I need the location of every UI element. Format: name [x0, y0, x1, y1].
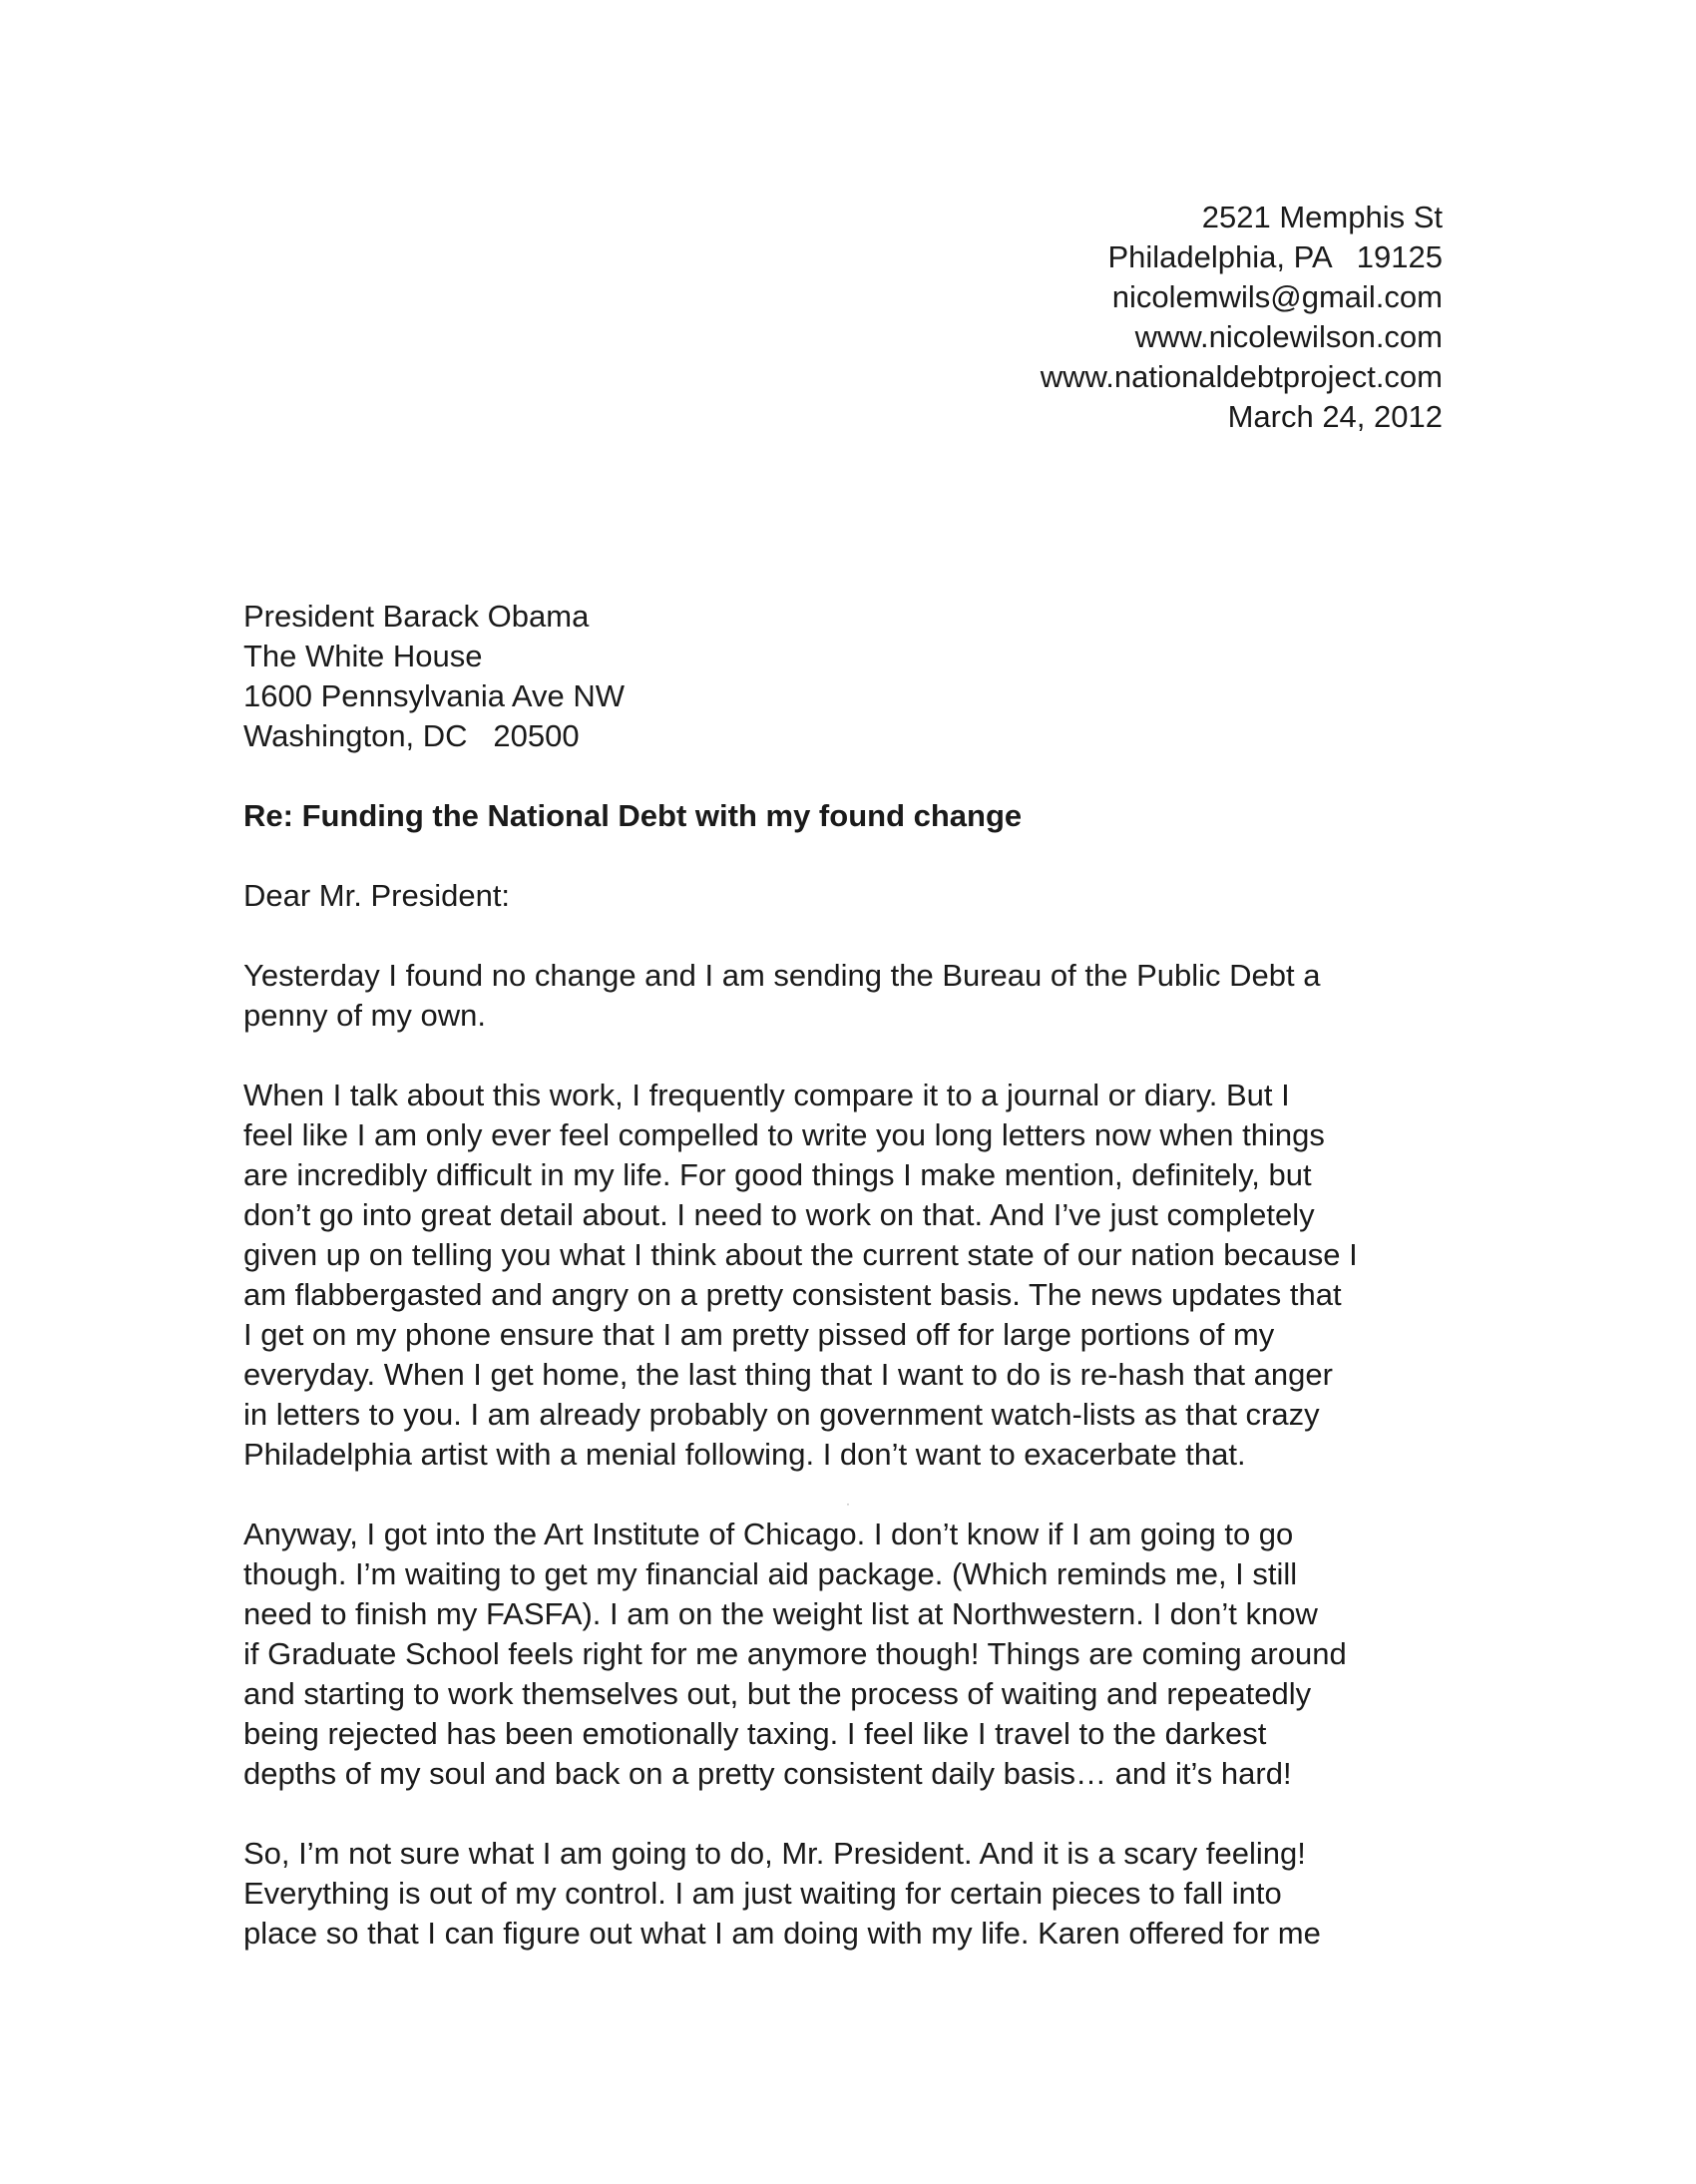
body-line: place so that I can figure out what I am doing with my life. Karen offered for me [243, 1916, 1321, 1951]
body-line: depths of my soul and back on a pretty consistent daily basis… and it’s hard! [243, 1756, 1292, 1791]
body-line: Philadelphia artist with a menial following. I don’t want to exacerbate that. [243, 1437, 1246, 1472]
letter-body [243, 956, 1461, 1993]
sender-street: 2521 Memphis St [1201, 200, 1443, 234]
paragraph-1 [243, 956, 1461, 1036]
body-line: everyday. When I get home, the last thing that I want to do is re-hash that anger [243, 1357, 1333, 1392]
sender-email: nicolemwils@gmail.com [1111, 279, 1443, 314]
body-line: in letters to you. I am already probably on government watch-lists as that crazy [243, 1397, 1320, 1432]
letter-date: March 24, 2012 [1227, 399, 1443, 434]
paragraph-4 [243, 1834, 1461, 1954]
sender-website-2: www.nationaldebtproject.com [1040, 359, 1443, 394]
body-line: are incredibly difficult in my life. For good things I make mention, definitely, but [243, 1157, 1312, 1192]
body-line: Everything is out of my control. I am just waiting for certain pieces to fall into [243, 1876, 1282, 1911]
body-line: So, I’m not sure what I am going to do, Mr. President. And it is a scary feeling! [243, 1836, 1306, 1871]
body-line: When I talk about this work, I frequently compare it to a journal or diary. But I [243, 1078, 1290, 1112]
body-line: though. I’m waiting to get my financial aid package. (Which reminds me, I still [243, 1556, 1298, 1591]
sender-address-block [1041, 198, 1443, 437]
body-line: am flabbergasted and angry on a pretty consistent basis. The news updates that [243, 1277, 1342, 1312]
recipient-org: The White House [243, 639, 483, 673]
body-line: Yesterday I found no change and I am sending the Bureau of the Public Debt a [243, 958, 1321, 993]
body-line: penny of my own. [243, 998, 486, 1033]
body-line: need to finish my FASFA). I am on the weight list at Northwestern. I don’t know [243, 1596, 1318, 1631]
recipient-address-block [243, 597, 625, 756]
recipient-name: President Barack Obama [243, 599, 590, 634]
body-line: being rejected has been emotionally taxing. I feel like I travel to the darkest [243, 1716, 1267, 1751]
scan-speck: · [846, 1497, 850, 1511]
body-line: and starting to work themselves out, but the process of waiting and repeatedly [243, 1676, 1312, 1711]
body-line: feel like I am only ever feel compelled to write you long letters now when things [243, 1117, 1325, 1152]
body-line: given up on telling you what I think about the current state of our nation because I [243, 1237, 1358, 1272]
recipient-street: 1600 Pennsylvania Ave NW [243, 678, 625, 713]
body-line: don’t go into great detail about. I need to work on that. And I’ve just completely [243, 1197, 1315, 1232]
body-line: Anyway, I got into the Art Institute of Chicago. I don’t know if I am going to go [243, 1517, 1294, 1551]
sender-city-state-zip: Philadelphia, PA 19125 [1107, 239, 1443, 274]
paragraph-2 [243, 1076, 1461, 1475]
body-line: if Graduate School feels right for me anymore though! Things are coming around [243, 1636, 1347, 1671]
salutation: Dear Mr. President: [243, 878, 511, 913]
body-line: I get on my phone ensure that I am pretty pissed off for large portions of my [243, 1317, 1275, 1352]
subject-line: Re: Funding the National Debt with my found change [243, 798, 1023, 833]
recipient-city-state-zip: Washington, DC 20500 [243, 718, 580, 753]
paragraph-3 [243, 1515, 1461, 1794]
sender-website-1: www.nicolewilson.com [1134, 319, 1443, 354]
